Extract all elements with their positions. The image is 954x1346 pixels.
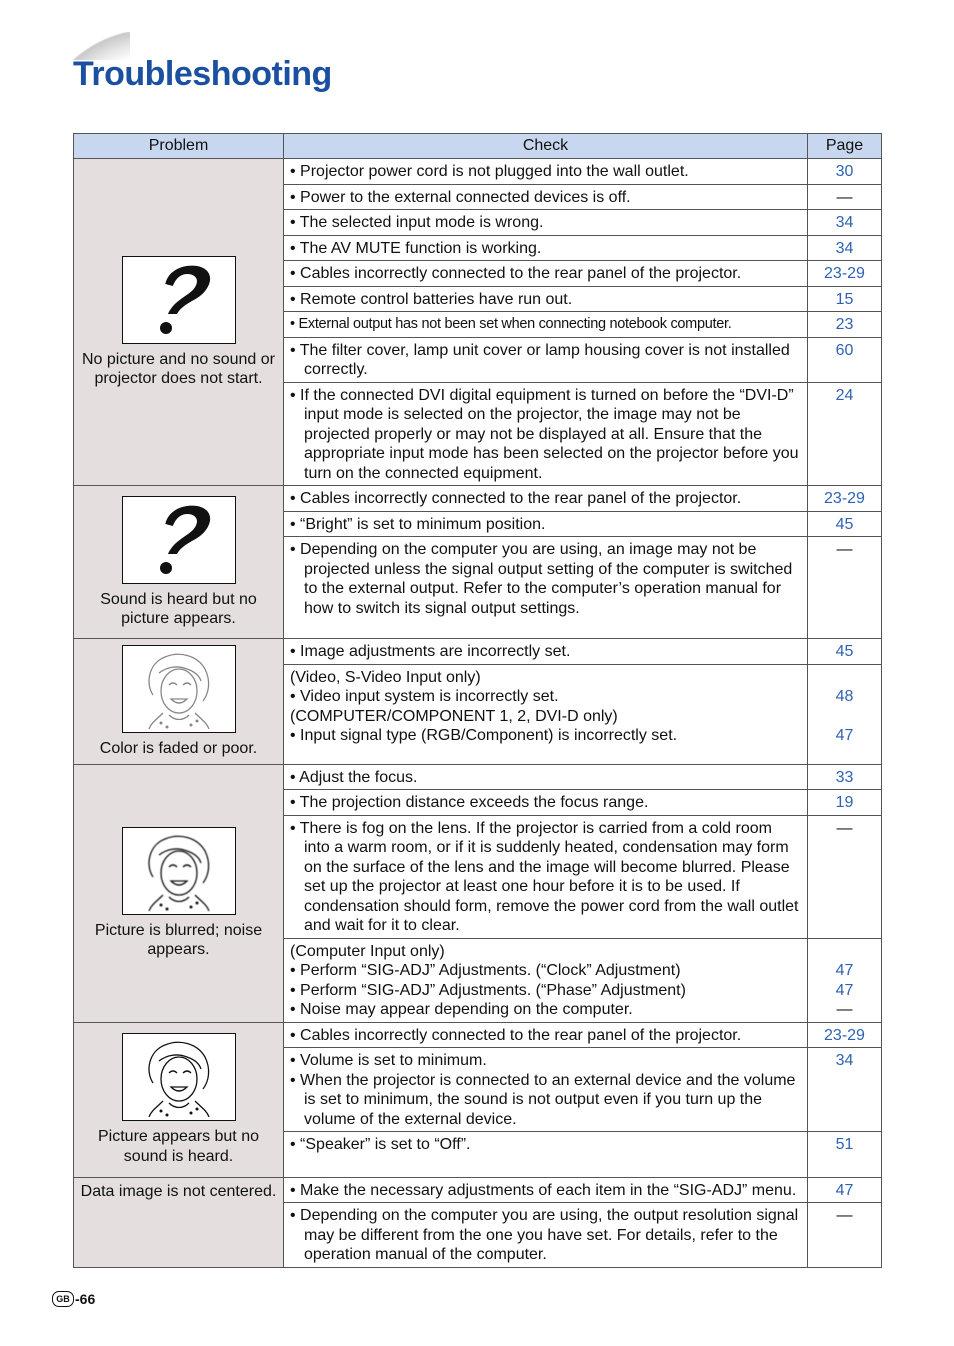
check-line: • Noise may appear depending on the computer. [290, 1001, 633, 1018]
page-ref: — [836, 1207, 853, 1224]
page-cell [808, 337, 882, 382]
table-header-row [74, 134, 882, 159]
problem-text: Color is faded or poor. [99, 739, 258, 757]
check-cell [284, 1022, 808, 1048]
page-ref: 34 [835, 239, 854, 257]
page-cell [808, 184, 882, 210]
page-ref [810, 942, 879, 962]
problem-text: Sound is heard but no picture appears. [100, 590, 257, 627]
troubleshooting-table [73, 133, 882, 1268]
page-cell [808, 938, 882, 1022]
page-cell [808, 1022, 882, 1048]
page-ref: 34 [835, 214, 854, 231]
page-cell [808, 790, 882, 816]
page-cell [808, 382, 882, 486]
page-ref: — [836, 188, 853, 206]
header-problem: Problem [74, 134, 284, 159]
page-cell [808, 1177, 882, 1203]
question-mark-icon [122, 496, 236, 584]
check-text: • “Speaker” is set to “Off”. [290, 1136, 471, 1153]
check-cell [284, 261, 808, 287]
page-ref: 23 [835, 316, 854, 333]
page-ref: 60 [835, 341, 854, 359]
page-ref: 30 [835, 163, 854, 180]
check-text: • “Bright” is set to minimum position. [290, 515, 546, 533]
check-text: • The filter cover, lamp unit cover or lamp housing cover is not installed correctly. [290, 341, 790, 378]
check-cell [284, 286, 808, 312]
check-line: (COMPUTER/COMPONENT 1, 2, DVI-D only) [290, 707, 618, 725]
page-ref: 47 [835, 727, 854, 744]
check-cell [284, 382, 808, 486]
check-cell [284, 639, 808, 665]
check-line: • When the projector is connected to an external device and the volume is set to minimum, the sound is not output even if you turn up the volume of the external device. [290, 1071, 796, 1128]
check-text: • Cables incorrectly connected to the rear panel of the projector. [290, 490, 742, 507]
check-text: • Projector power cord is not plugged into the wall outlet. [290, 163, 689, 180]
page-ref: 33 [835, 768, 854, 786]
check-cell [284, 184, 808, 210]
check-cell [284, 312, 808, 338]
page-ref: 47 [835, 962, 854, 979]
page-cell [808, 664, 882, 764]
check-text: • Power to the external connected devices is off. [290, 188, 631, 206]
page-cell [808, 1048, 882, 1132]
problem-text: Data image is not centered. [80, 1182, 277, 1200]
check-line: (Video, S-Video Input only) [290, 668, 481, 686]
page-cell [808, 1203, 882, 1268]
page-cell [808, 764, 882, 790]
faded-face-icon [122, 645, 236, 733]
page-ref: 45 [835, 515, 854, 533]
check-cell [284, 938, 808, 1022]
page-ref [810, 707, 879, 727]
problem-cell [74, 1177, 284, 1267]
check-line: • Perform “SIG-ADJ” Adjustments. (“Phase” Adjustment) [290, 981, 686, 999]
question-mark-icon [122, 256, 236, 344]
page-cell [808, 1132, 882, 1178]
header-page: Page [808, 134, 882, 159]
table-body [74, 159, 882, 1268]
check-text: • The selected input mode is wrong. [290, 214, 544, 231]
check-text: • If the connected DVI digital equipment is turned on before the “DVI-D” input mode is selected on the projector, the image may not be projected properly or may not be displayed at all. Ensure that the appropriate input mode has been selected on the projector before you turn on the connected equipment. [290, 386, 799, 482]
table-row [74, 486, 882, 512]
check-text: • Depending on the computer you are using, the output resolution signal may be different from the one you have set. For details, refer to the operation manual of the computer. [290, 1207, 799, 1263]
check-cell [284, 486, 808, 512]
check-cell [284, 511, 808, 537]
check-line: • Volume is set to minimum. [290, 1052, 487, 1069]
check-cell [284, 1132, 808, 1178]
check-cell [284, 790, 808, 816]
check-text: • Cables incorrectly connected to the rear panel of the projector. [290, 1026, 742, 1044]
check-cell [284, 764, 808, 790]
check-cell [284, 337, 808, 382]
region-badge: GB [52, 1291, 74, 1307]
check-text: • Depending on the computer you are using, an image may not be projected unless the signal output setting of the computer is switched to the external output. Refer to the computer’s operation manual for how to switch its signal output settings. [290, 541, 793, 617]
page-cell [808, 235, 882, 261]
clear-face-icon [122, 1033, 236, 1121]
check-line: • Perform “SIG-ADJ” Adjustments. (“Clock” Adjustment) [290, 962, 681, 979]
page-cell [808, 511, 882, 537]
page-ref [810, 1071, 879, 1091]
page-ref: 24 [835, 386, 854, 404]
problem-text: Picture is blurred; noise appears. [94, 921, 263, 958]
check-cell [284, 1048, 808, 1132]
check-text: • Adjust the focus. [290, 768, 418, 786]
problem-cell [74, 159, 284, 486]
check-text: • The projection distance exceeds the focus range. [290, 794, 649, 811]
page-ref: 23-29 [824, 265, 865, 282]
check-text: • There is fog on the lens. If the projector is carried from a cold room into a warm room, or if it is suddenly heated, condensation may form on the surface of the lens and the image will become blurred. Please set up the projector at least one hour before it is to be used. If condensation should form, remove the power cord from the wall outlet and wait for it to clear. [290, 819, 799, 934]
check-cell [284, 210, 808, 236]
page-ref: — [836, 541, 853, 558]
table-row [74, 639, 882, 665]
table-row [74, 764, 882, 790]
page-ref: 15 [835, 290, 854, 308]
page-cell [808, 486, 882, 512]
problem-cell [74, 1022, 284, 1177]
page-number: -66 [75, 1291, 96, 1307]
page-ref: — [836, 819, 853, 837]
page-ref: 45 [835, 643, 854, 660]
problem-cell [74, 639, 284, 765]
header-check: Check [284, 134, 808, 159]
page-ref: 47 [835, 1181, 854, 1199]
page-cell [808, 537, 882, 639]
page-ref: 19 [835, 794, 854, 811]
check-text: • Remote control batteries have run out. [290, 290, 573, 308]
problem-cell [74, 486, 284, 639]
page-cell [808, 639, 882, 665]
blurred-face-icon [122, 827, 236, 915]
page-ref: 23-29 [824, 490, 865, 507]
problem-text: Picture appears but no sound is heard. [98, 1128, 259, 1165]
page-cell [808, 815, 882, 938]
page-cell [808, 312, 882, 338]
check-cell [284, 815, 808, 938]
page-footer [52, 1291, 95, 1307]
check-text: • Cables incorrectly connected to the rear panel of the projector. [290, 265, 742, 282]
page-cell [808, 261, 882, 287]
page-ref: 51 [835, 1136, 854, 1153]
check-cell [284, 537, 808, 639]
check-cell [284, 159, 808, 185]
check-line: • Video input system is incorrectly set. [290, 688, 559, 705]
page-cell [808, 286, 882, 312]
check-text: • Make the necessary adjustments of each item in the “SIG-ADJ” menu. [290, 1181, 797, 1199]
page-ref: 48 [835, 688, 854, 705]
check-cell [284, 1203, 808, 1268]
page-ref: 23-29 [824, 1026, 865, 1044]
page-title: Troubleshooting [73, 55, 332, 93]
check-line: (Computer Input only) [290, 942, 445, 960]
check-cell [284, 235, 808, 261]
check-cell [284, 1177, 808, 1203]
page-ref: 34 [835, 1052, 854, 1069]
page-ref [810, 668, 879, 688]
table-row [74, 1022, 882, 1048]
page-cell [808, 210, 882, 236]
check-line: • Input signal type (RGB/Component) is incorrectly set. [290, 727, 678, 744]
check-text: • The AV MUTE function is working. [290, 239, 542, 257]
table-row [74, 1177, 882, 1203]
check-text: • External output has not been set when connecting notebook computer. [290, 316, 732, 332]
problem-cell [74, 764, 284, 1022]
problem-text: No picture and no sound or projector does not start. [81, 350, 275, 387]
check-text: • Image adjustments are incorrectly set. [290, 643, 571, 660]
page-cell [808, 159, 882, 185]
page-ref: 47 [835, 981, 854, 999]
page-ref: — [836, 1001, 853, 1018]
check-cell [284, 664, 808, 764]
table-row [74, 159, 882, 185]
